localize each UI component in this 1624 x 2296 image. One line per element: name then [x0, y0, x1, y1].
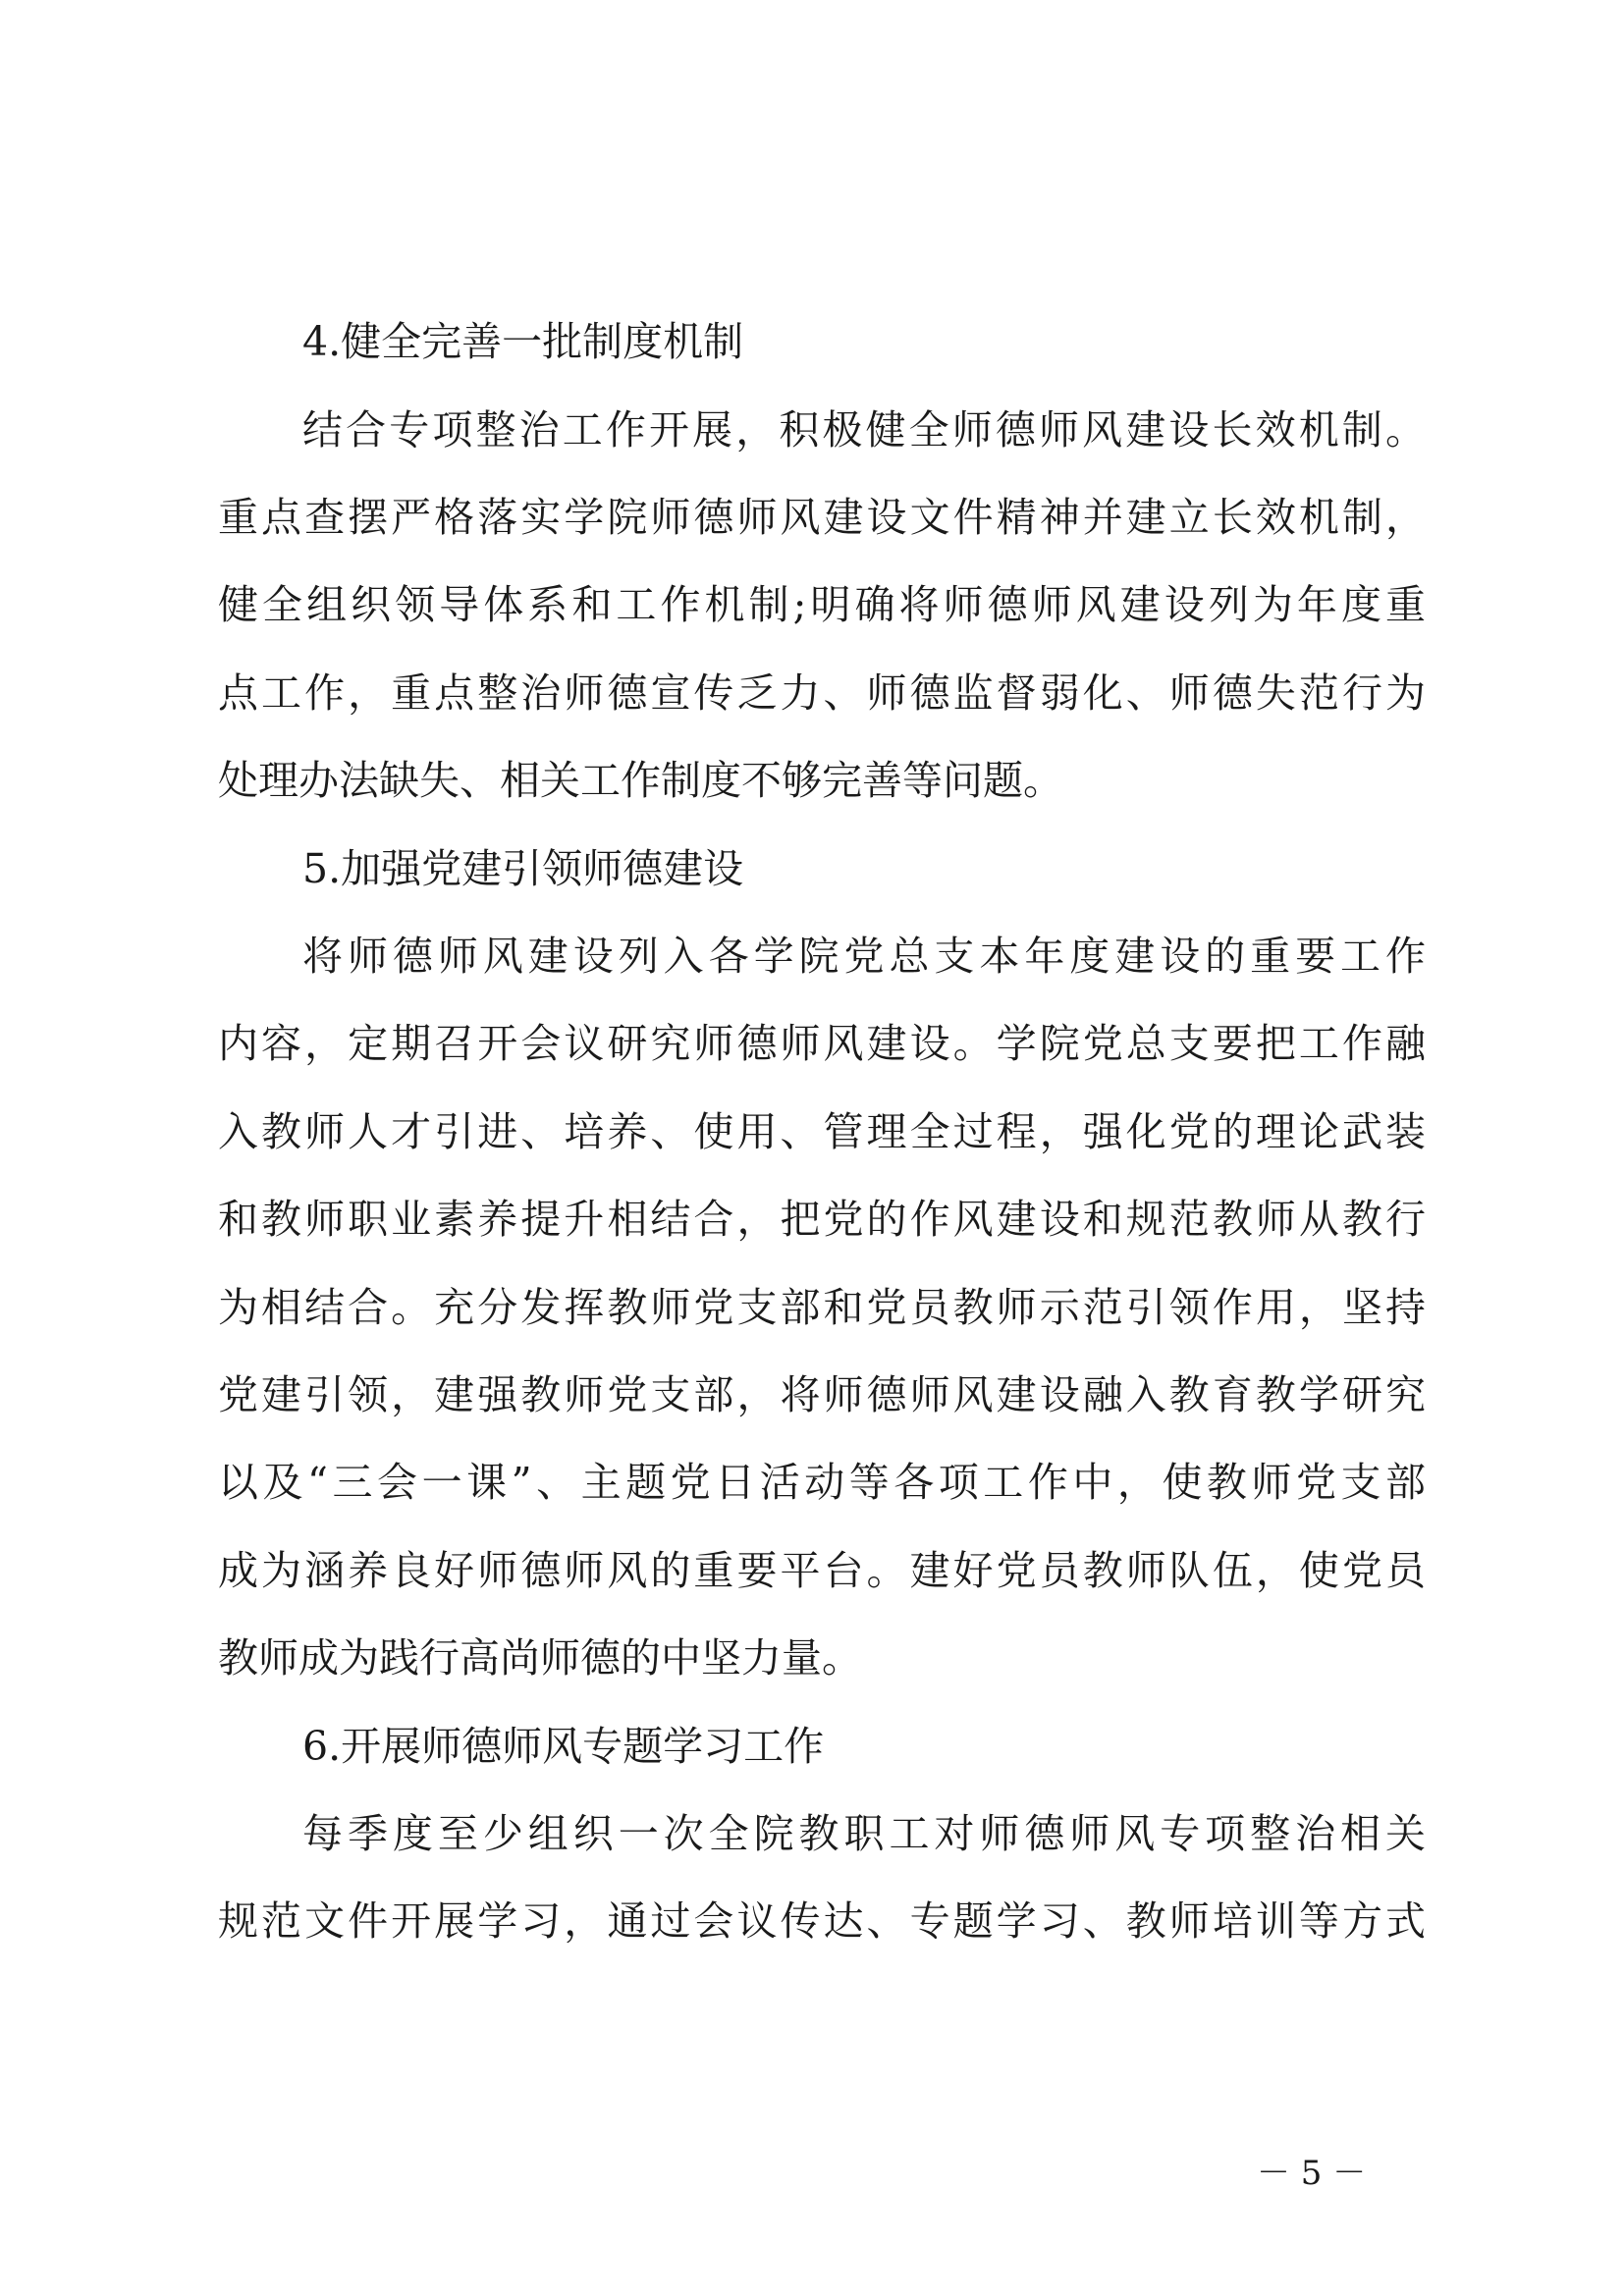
- paragraph-line: 结合专项整治工作开展，积极健全师德师风建设长效机制。: [302, 406, 1426, 454]
- paragraph-line: 规范文件开展学习，通过会议传达、专题学习、教师培训等方式: [218, 1897, 1426, 1945]
- paragraph-line: 教师成为践行高尚师德的中坚力量。: [218, 1634, 862, 1682]
- paragraph-line: 入教师人才引进、培养、使用、管理全过程，强化党的理论武装: [218, 1108, 1426, 1155]
- section-heading-6: 6.开展师德师风专题学习工作: [302, 1723, 825, 1770]
- paragraph-line: 每季度至少组织一次全院教职工对师德师风专项整治相关: [302, 1810, 1426, 1857]
- paragraph-line: 党建引领，建强教师党支部，将师德师风建设融入教育教学研究: [218, 1371, 1426, 1418]
- paragraph-line: 内容，定期召开会议研究师德师风建设。学院党总支要把工作融: [218, 1020, 1426, 1067]
- section-heading-4: 4.健全完善一批制度机制: [302, 318, 744, 365]
- paragraph-line: 成为涵养良好师德师风的重要平台。建好党员教师队伍，使党员: [218, 1547, 1426, 1594]
- paragraph-line: 和教师职业素养提升相结合，把党的作风建设和规范教师从教行: [218, 1196, 1426, 1243]
- paragraph-line: 以及“三会一课”、主题党日活动等各项工作中，使教师党支部: [218, 1459, 1426, 1506]
- page-number: － 5 －: [1257, 2154, 1367, 2193]
- paragraph-line: 重点查摆严格落实学院师德师风建设文件精神并建立长效机制，: [218, 494, 1426, 541]
- paragraph-line: 处理办法缺失、相关工作制度不够完善等问题。: [218, 757, 1063, 804]
- paragraph-line: 将师德师风建设列入各学院党总支本年度建设的重要工作: [302, 933, 1426, 980]
- paragraph-line: 健全组织领导体系和工作机制;明确将师德师风建设列为年度重: [218, 581, 1426, 628]
- paragraph-line: 点工作，重点整治师德宣传乏力、师德监督弱化、师德失范行为: [218, 669, 1426, 717]
- section-heading-5: 5.加强党建引领师德建设: [302, 845, 744, 892]
- paragraph-line: 为相结合。充分发挥教师党支部和党员教师示范引领作用，坚持: [218, 1284, 1426, 1331]
